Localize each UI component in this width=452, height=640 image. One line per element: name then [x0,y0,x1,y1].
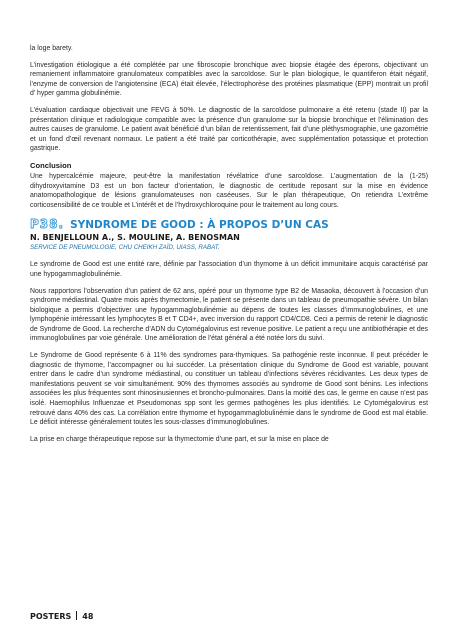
poster-affiliation: SERVICE DE PNEUMOLOGIE, CHU CHEIKH ZAÏD, UIASS, RABAT. [30,244,220,252]
conclusion-paragraph: Une hypercalcémie majeure, peut-être la manifestation révélatrice d’une sarcoïdose. L’augmentation de la (1-25) dihydroxyvitamine D3 est un bon facteur d’orientation, le diagnostic de certitude reposant sur la mise en évidence anatomopathologique de lésions granulomateuses non caséeuses. Sur le plan thérapeutique, On retiendra L’extrême corticosensibilité de ce trouble et L’intérêt et de l’hydroxychloroquine pour le traitement au long cours. [30,172,428,209]
page-footer [30,611,93,621]
page-content [30,44,428,451]
poster-paragraph: La prise en charge thérapeutique repose sur la thymectomie d’une part, et sur la mise en place de [30,435,329,443]
poster-header [30,217,428,231]
page-number: 48 [82,612,94,621]
conclusion-heading: Conclusion [30,160,72,170]
poster-title: SYNDROME DE GOOD : À PROPOS D’UN CAS [70,219,329,232]
poster-authors: N. BENJELLOUN A., S. MOULINE, A. BENOSMAN [30,233,240,243]
continuation-paragraph: L’investigation étiologique a été complétée par une fibroscopie bronchique avec biopsie étagée des éperons, objectivant un remaniement inflammatoire granulomateux compatibles avec la sarcoïdose. Sur le plan biologique, le quantiferon était négatif, l’enzyme de conversion de l’angiotensine (ECA) était élevée, l’électrophorèse des protéines plasmatique (EPP) montrait un profil d’ hyper gamma globulinémie. [30,61,428,98]
poster-code: P38. [30,217,65,232]
poster-paragraph: Le Syndrome de Good représente 6 à 11% des syndromes para-thymiques. Sa pathogénie reste inconnue. Il peut précéder le diagnostic de thymome, l’accompagner ou lui succéder. La présentation clinique du Syndrome de Good est variable, pouvant entrer dans le cadre d’un syndrome médiastinal, ou constituer un tableau d’infections sévères récidivantes. Les deux types de manifestations peuvent se voir simultanément. 90% des thymomes associés au syndrome de Good sont bénins. Les infections associées les plus fréquentes sont rhinosinusiennes et broncho-pulmonaires. Dans la moitié des cas, le germe en cause n’est pas isolé. Haemophilus Influenzae et Pseudomonas spp sont les germes pathogènes les plus identifiés. Le Cytomégalovirus est retrouvé dans 40% des cas. La corrélation entre thymome et hypogammaglobulinémie dans le syndrome de Good est mal établie. Le déficit intéresse généralement toutes les sous-classes d’immunoglobulines. [30,352,428,427]
continuation-paragraph: L’évaluation cardiaque objectivait une FEVG à 50%. Le diagnostic de la sarcoïdose pulmonaire a été retenu (stade II) par la présentation clinique et radiologique compatible avec la présence d’un granulome sur la biopsie bronchique et l’élimination des autres causes de granulome. Le patient avait bénéficié d’un bilan de retentissement, fait d’une pléthysmographie, une gazométrie et un fond d’œil revenant normaux. Le patient a été traité par corticothérapie, avec supplémentation potassique et protection gastrique. [30,106,428,153]
footer-divider [76,611,77,620]
poster-paragraph: Nous rapportons l’observation d’un patient de 62 ans, opéré pour un thymome type B2 de Masaoka, découvert à l’occasion d’un syndrome médiastinal. Quatre mois après thymectomie, le patient se présente dans un tableau de pneumopathie sévère. Un bilan biologique a permis d’objectiver une hypogammaglobulinémie au dépens de toutes les classes d’immunoglobulines, et une lymphopénie intéressant les lymphocytes B et T CD4+, avec inversion du rapport CD4/CD8. Ceci a permis de retenir le diagnostic de Syndrome de Good. La recherche d’ADN du Cytomégalovirus est revenue positive. Le patient a reçu une antibiothérapie et des immunoglobulines par voie générale. Une amélioration de l’état général a été notée lors du suivi. [30,287,428,343]
poster-paragraph: Le syndrome de Good est une entité rare, définie par l’association d’un thymome à un déficit immunitaire acquis caractérisé par une hypogammaglobulinémie. [30,261,428,278]
continuation-paragraph: la loge barety. [30,45,73,52]
footer-section-label: POSTERS [30,612,72,621]
